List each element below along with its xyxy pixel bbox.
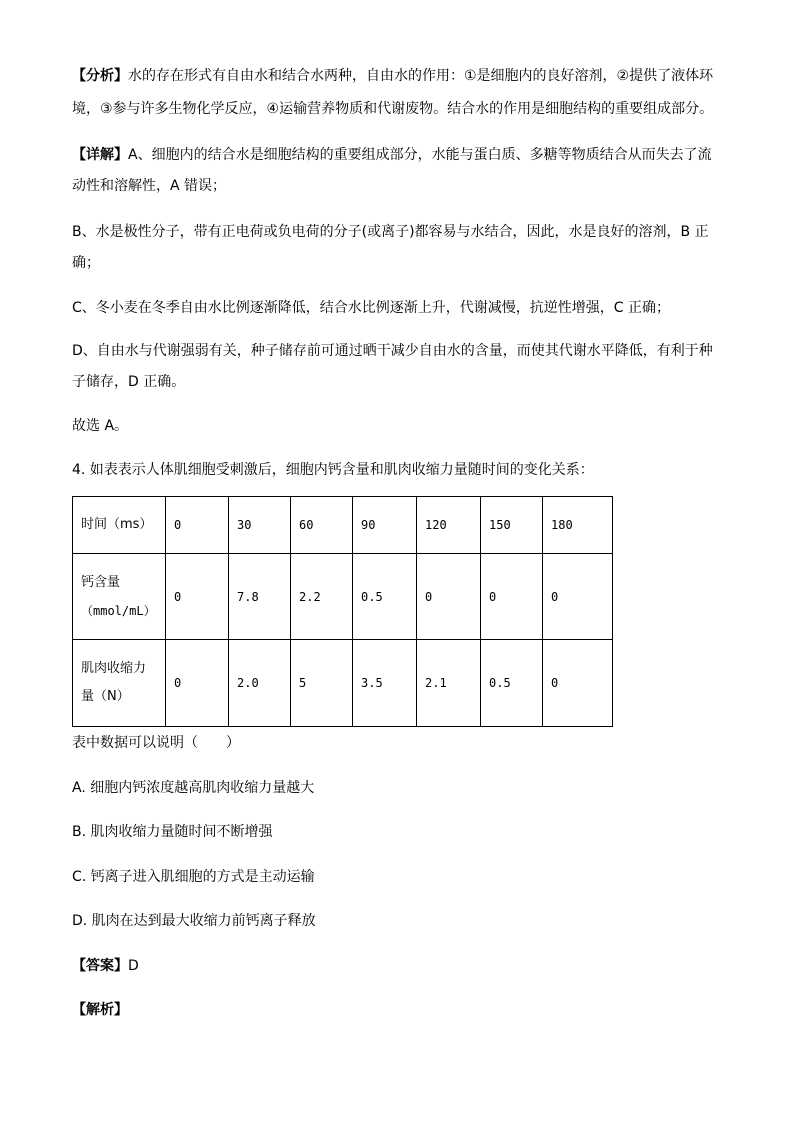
- detail-option-b-line-1: B、水是极性分子，带有正电荷或负电荷的分子(或离子)都容易与水结合，因此，水是良好的溶剂，B 正: [72, 224, 709, 240]
- table-cell: 150: [481, 497, 543, 554]
- table-row-calcium: [73, 554, 613, 640]
- answer-tag: 【答案】: [72, 958, 128, 974]
- table-cell: 0: [481, 554, 543, 640]
- table-cell: 2.1: [417, 640, 481, 727]
- table-cell: 2.0: [229, 640, 291, 727]
- row-header-calcium: [73, 554, 166, 640]
- explanation-line: [72, 1000, 128, 1020]
- analysis-tag: 【分析】: [72, 68, 128, 84]
- detail-conclusion: 故选 A。: [72, 418, 129, 434]
- table-cell: 0: [543, 554, 613, 640]
- table-cell: 180: [543, 497, 613, 554]
- detail-tag: 【详解】: [72, 147, 128, 163]
- table-cell: 0: [166, 640, 229, 727]
- detail-option-a-line-1: [72, 145, 712, 165]
- row-header-calcium-line-1: 钙含量: [81, 574, 121, 590]
- table-cell: 0: [417, 554, 481, 640]
- option-d: D. 肌肉在达到最大收缩力前钙离子释放: [72, 913, 316, 929]
- table-cell: 0: [166, 554, 229, 640]
- table-cell: 30: [229, 497, 291, 554]
- detail-option-d-line-2: 子储存，D 正确。: [72, 374, 186, 390]
- row-header-force-line-2: 量（N）: [81, 689, 130, 704]
- analysis-text: 水的存在形式有自由水和结合水两种，自由水的作用：①是细胞内的良好溶剂，②提供了液体环: [128, 68, 714, 84]
- table-cell: 7.8: [229, 554, 291, 640]
- table-cell: 60: [291, 497, 353, 554]
- row-header-force: [73, 640, 166, 727]
- data-table: [72, 496, 613, 727]
- analysis-paragraph-line-2: 境，③参与许多生物化学反应，④运输营养物质和代谢废物。结合水的作用是细胞结构的重要组成部分。: [72, 101, 714, 117]
- explanation-tag: 【解析】: [72, 1002, 128, 1018]
- table-cell: 120: [417, 497, 481, 554]
- analysis-paragraph-line-1: [72, 66, 713, 86]
- row-header-force-line-1: 肌肉收缩力: [81, 661, 147, 676]
- detail-option-c-line-1: C、冬小麦在冬季自由水比例逐渐降低，结合水比例逐渐上升，代谢减慢，抗逆性增强，C 正确；: [72, 300, 670, 316]
- table-row-force: [73, 640, 613, 727]
- option-a: A. 细胞内钙浓度越高肌肉收缩力量越大: [72, 780, 315, 796]
- detail-option-d-line-1: D、自由水与代谢强弱有关，种子储存前可通过晒干减少自由水的含量，而使其代谢水平降低，有利于种: [72, 343, 713, 359]
- table-cell: 0.5: [353, 554, 417, 640]
- question-stem: 4. 如表表示人体肌细胞受刺激后，细胞内钙含量和肌肉收缩力量随时间的变化关系：: [72, 462, 594, 478]
- detail-option-a-text: A、细胞内的结合水是细胞结构的重要组成部分，水能与蛋白质、多糖等物质结合从而失去了流: [128, 147, 712, 163]
- table-cell: 3.5: [353, 640, 417, 727]
- table-cell: 0: [166, 497, 229, 554]
- answer-line: [72, 956, 139, 976]
- detail-option-a-line-2: 动性和溶解性，A 错误；: [72, 178, 227, 194]
- table-cell: 0.5: [481, 640, 543, 727]
- option-c: C. 钙离子进入肌细胞的方式是主动运输: [72, 869, 315, 885]
- table-cell: 5: [291, 640, 353, 727]
- table-row-time: [73, 497, 613, 554]
- option-b: B. 肌肉收缩力量随时间不断增强: [72, 824, 273, 840]
- answer-value: D: [128, 958, 139, 974]
- row-header-time: 时间（ms）: [73, 497, 166, 554]
- table-cell: 90: [353, 497, 417, 554]
- row-header-calcium-line-2: （mmol/mL）: [81, 603, 156, 618]
- detail-option-b-line-2: 确；: [72, 255, 100, 271]
- table-cell: 0: [543, 640, 613, 727]
- question-prompt: 表中数据可以说明（ ）: [72, 735, 240, 751]
- table-cell: 2.2: [291, 554, 353, 640]
